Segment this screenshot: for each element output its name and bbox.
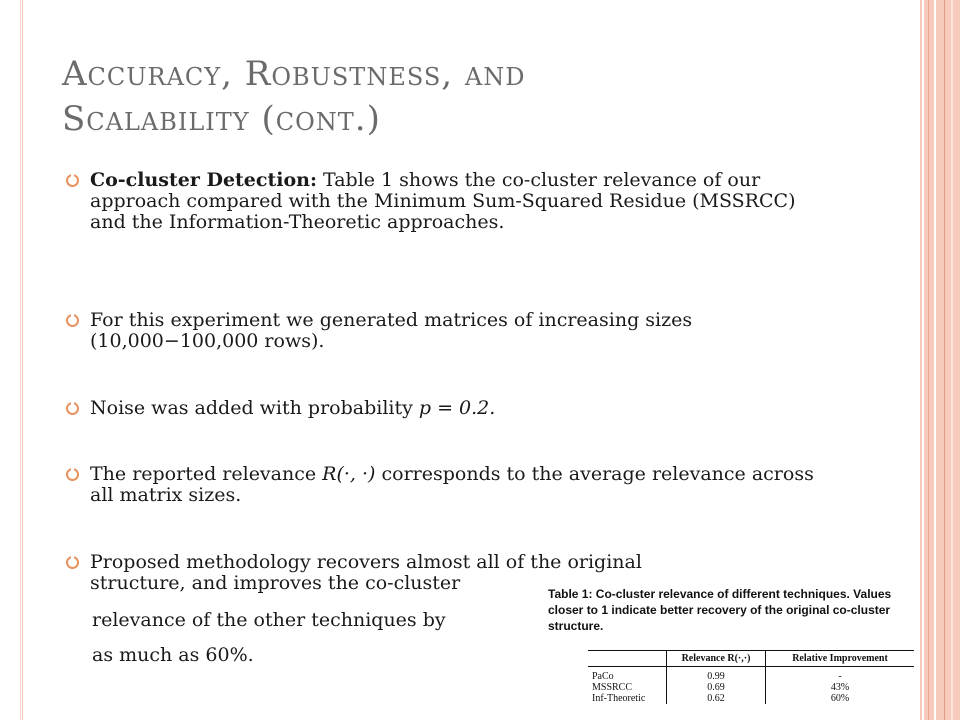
bullet-ring-icon <box>66 402 79 415</box>
row-name: Inf-Theoretic <box>592 693 646 704</box>
relevance-table <box>588 650 914 704</box>
bullet-body: Table 1 shows the co-cluster relevance of our approach compared with the Minimum Sum-Squared Residue (MSSRCC) and the Information-Theoretic approaches. <box>90 169 796 233</box>
bullet-text <box>90 398 830 419</box>
table-figure <box>548 580 914 720</box>
table-caption: Table 1: Co-cluster relevance of different techniques. Values closer to 1 indicate better recovery of the original co-cluster structure. <box>548 587 892 633</box>
row-improvement: 60% <box>766 693 915 704</box>
bullet-text: For this experiment we generated matrices of increasing sizes (10,000−100,000 rows). <box>90 309 693 352</box>
bullet-text <box>90 464 830 506</box>
table-row <box>588 693 914 704</box>
table-row <box>588 682 914 693</box>
header-empty <box>588 651 667 667</box>
row-improvement: - <box>766 667 915 683</box>
bullet-ring-icon <box>66 174 79 187</box>
bullet-italic: R(·, ·) <box>322 463 376 485</box>
row-name: MSSRCC <box>592 682 633 693</box>
bullet-body: The reported relevance <box>90 463 323 485</box>
bullet-text <box>90 170 830 233</box>
bullet-body-end: corresponds to the average relevance across all matrix sizes. <box>90 463 814 506</box>
bullet-body: Noise was added with probability <box>90 397 419 419</box>
continuation-line1: relevance of the other techniques by <box>92 609 446 631</box>
left-frame-border <box>0 0 23 720</box>
table-header-row <box>588 651 914 667</box>
slide-title-line2: Scalability (cont.) <box>62 99 381 139</box>
bullet-italic: p = 0.2. <box>418 397 496 419</box>
bullet-ring-icon <box>66 314 79 327</box>
bullet-bold-lead: Co-cluster Detection: <box>90 169 317 191</box>
bullet-line2: structure, and improves the co-cluster <box>90 572 461 594</box>
row-relevance: 0.62 <box>667 693 766 704</box>
table-row <box>588 667 914 683</box>
continuation-line2: as much as 60%. <box>92 644 254 666</box>
bullet-ring-icon <box>66 556 79 569</box>
row-relevance: 0.99 <box>667 667 766 683</box>
header-improvement: Relative Improvement <box>766 651 915 667</box>
bullet-line1: Proposed methodology recovers almost all of the original <box>90 551 642 573</box>
row-name: PaCo <box>592 671 614 682</box>
row-relevance: 0.69 <box>667 682 766 693</box>
bullet-ring-icon <box>66 468 79 481</box>
row-improvement: 43% <box>766 682 915 693</box>
slide-title-line1: Accuracy, Robustness, and <box>62 54 526 94</box>
right-decorative-stripes <box>920 0 960 720</box>
slide-title <box>62 52 862 142</box>
header-relevance: Relevance R(·,·) <box>667 651 766 667</box>
